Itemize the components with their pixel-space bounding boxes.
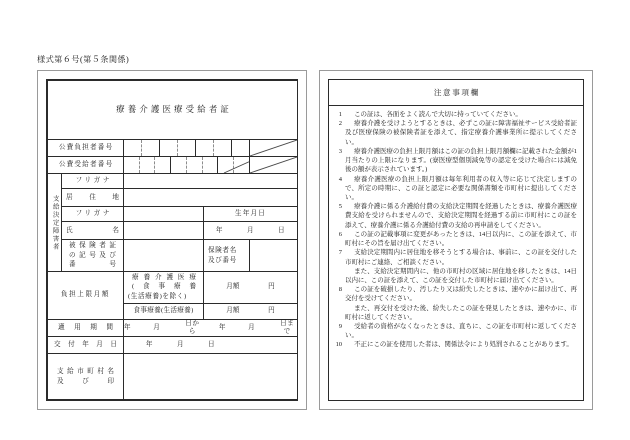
meal-yen-label: 円 bbox=[268, 306, 275, 314]
public-payer-number-label: 公費負担者番号 bbox=[48, 140, 124, 157]
table-row-public-payer-number bbox=[48, 140, 298, 157]
insured-card-label: 被保険者証 の記号及び 番号 bbox=[62, 240, 124, 272]
period-start-year: 年 bbox=[124, 323, 132, 331]
issue-date-label: 交付年月日 bbox=[48, 337, 124, 354]
care-medical-amount[interactable] bbox=[204, 271, 298, 303]
note-text: 療養介護医療の負担上限月額はこの証の負担上限月額欄に記載された金額が1月当たりの上限になります。(寮医療型個別減免等の認定を受けた場合には減免後の額が表示されています。) bbox=[345, 147, 577, 174]
public-recipient-number-blank bbox=[250, 157, 298, 174]
list-item bbox=[334, 248, 577, 285]
residence-value[interactable] bbox=[124, 189, 298, 207]
name-furigana-value[interactable] bbox=[124, 207, 204, 222]
form-number-caption: 様式第６号(第５条関係) bbox=[37, 55, 130, 64]
list-item bbox=[334, 119, 577, 147]
table-row-residence-furigana bbox=[48, 174, 298, 189]
birth-day-label: 日 bbox=[278, 226, 286, 234]
public-payer-number-blank bbox=[250, 140, 298, 157]
table-row-burden-limit-care bbox=[48, 271, 298, 303]
public-recipient-number-grid[interactable] bbox=[124, 157, 250, 174]
list-item bbox=[334, 230, 577, 248]
insurer-label: 保険者名 及び番号 bbox=[204, 240, 250, 272]
care-monthly-label: 月額 bbox=[226, 283, 240, 291]
note-text: 療養介護に係る介護給付費の支給決定期間を経過したときは、療養介護医療費支給を受けられませんので、支給決定期間を経過する前に市町村にこの証を添えて、療養介護に係る介護給付費の支給の再申請をしてください。 bbox=[345, 203, 577, 229]
notes-heading: 注意事項欄 bbox=[329, 80, 583, 106]
note-number: 8 bbox=[338, 286, 342, 294]
note-number: 6 bbox=[338, 230, 342, 238]
list-item bbox=[334, 285, 577, 322]
application-period-label: 適用期間 bbox=[48, 319, 124, 336]
beneficiary-spine-label: 支給決定障害者 bbox=[48, 174, 62, 272]
certificate-table bbox=[47, 80, 298, 400]
note-number: 2 bbox=[338, 120, 342, 128]
note-text: 支給決定期間内に居住地を移そうとする場合は、事前に、この証を交付した市町村にご連絡、ご相談ください。 また、支給決定期間内に、他の市町村の区域に居住地を移したときは、14日以内に、この証を添えて、この証を交付した市町村に届け出てください。 bbox=[345, 249, 577, 284]
note-text: 療養介護医療の負担上限月額は毎年利用者の収入等に応じて決定しますので、所定の時期に、この証と認定に必要な関係書類を市町村に提出してください。 bbox=[345, 175, 577, 201]
table-row-title bbox=[48, 81, 298, 140]
public-recipient-number-label: 公費受給者番号 bbox=[48, 157, 124, 174]
care-medical-label: 療養介護医療 (食事療養 (生活療養)を除く) bbox=[124, 271, 204, 303]
birth-month-label: 月 bbox=[246, 226, 255, 234]
residence-label: 居住地 bbox=[62, 189, 124, 207]
name-furigana-label: フリガナ bbox=[62, 207, 124, 222]
application-period-value[interactable] bbox=[124, 319, 298, 336]
municipality-label: 支給市町村名 及び印 bbox=[48, 354, 124, 400]
residence-furigana-label: フリガナ bbox=[62, 174, 124, 189]
note-text: 不正にこの証を使用した者は、関係法令により処罰されることがあります。 bbox=[354, 341, 573, 349]
note-text: 療養介護を受けようとするときは、必ずこの証に障害福祉サービス受給者証及び医療保険の被保険者証を添えて、指定療養介護事業所に提示してください。 bbox=[345, 120, 577, 146]
note-number: 5 bbox=[338, 203, 342, 211]
note-text: 受給者の資格がなくなったときは、直ちに、この証を市町村に返してください。 bbox=[345, 323, 577, 340]
issue-date-value[interactable] bbox=[124, 337, 298, 354]
table-row-residence bbox=[48, 189, 298, 207]
period-end-day: 日まで bbox=[280, 319, 295, 335]
birth-date-value[interactable] bbox=[204, 222, 298, 240]
public-payer-number-grid[interactable] bbox=[124, 140, 250, 157]
note-number: 1 bbox=[338, 111, 342, 118]
list-item bbox=[334, 340, 577, 349]
insured-card-value[interactable] bbox=[124, 240, 204, 272]
note-number: 9 bbox=[338, 323, 342, 331]
note-text: この証は、各面をよく読んで大切に持っていてください。 bbox=[354, 111, 522, 118]
birth-date-label: 生年月日 bbox=[204, 207, 298, 222]
issue-month-label: 月 bbox=[176, 340, 185, 348]
notes-list bbox=[329, 106, 583, 400]
insurer-value[interactable] bbox=[250, 240, 298, 272]
burden-limit-label: 負担上限月額 bbox=[48, 271, 124, 319]
table-row-municipality bbox=[48, 354, 298, 400]
period-end-year: 年 bbox=[218, 323, 226, 331]
notes-frame bbox=[328, 79, 584, 401]
meal-monthly-label: 月額 bbox=[226, 306, 240, 314]
period-end-month: 月 bbox=[248, 323, 256, 331]
municipality-value[interactable] bbox=[124, 354, 298, 400]
certificate-panel bbox=[37, 70, 307, 410]
list-item bbox=[334, 110, 577, 119]
notes-panel bbox=[319, 70, 593, 410]
period-start-day: 日から bbox=[185, 319, 200, 335]
note-text: この証の記載事項に変更があったときは、14日以内に、この証を添えて、市町村にその旨を届け出てください。 bbox=[345, 230, 577, 248]
residence-furigana-value[interactable] bbox=[124, 174, 298, 189]
birth-year-label: 年 bbox=[215, 226, 223, 234]
list-item bbox=[334, 322, 577, 340]
table-row-public-recipient-number bbox=[48, 157, 298, 174]
certificate-frame bbox=[46, 79, 298, 401]
issue-day-label: 日 bbox=[208, 340, 216, 348]
list-item bbox=[334, 202, 577, 230]
list-item bbox=[334, 175, 577, 203]
note-text: この証を破損したり、汚したり又は紛失したときは、速やかに届け出て、再交付を受けてください。 また、再交付を受けた後、紛失したこの証を発見したときは、速やかに、市町村に返してください。 bbox=[345, 286, 577, 321]
name-label: 氏名 bbox=[62, 222, 124, 240]
certificate-title: 療養介護医療受給者証 bbox=[48, 81, 298, 140]
table-row-application-period bbox=[48, 319, 298, 336]
table-row-issue-date bbox=[48, 337, 298, 354]
table-row-insured-card bbox=[48, 240, 298, 272]
meal-care-amount[interactable] bbox=[204, 303, 298, 319]
list-item bbox=[334, 147, 577, 175]
table-row-name bbox=[48, 222, 298, 240]
period-start-month: 月 bbox=[153, 323, 161, 331]
note-number: 4 bbox=[338, 175, 342, 183]
meal-care-label: 食事療養(生活療養) bbox=[124, 303, 204, 319]
name-value[interactable] bbox=[124, 222, 204, 240]
note-number: 7 bbox=[338, 249, 342, 257]
note-number: 10 bbox=[335, 341, 342, 349]
note-number: 3 bbox=[338, 147, 342, 155]
table-row-name-furigana bbox=[48, 207, 298, 222]
care-yen-label: 円 bbox=[268, 283, 275, 291]
issue-year-label: 年 bbox=[145, 340, 153, 348]
